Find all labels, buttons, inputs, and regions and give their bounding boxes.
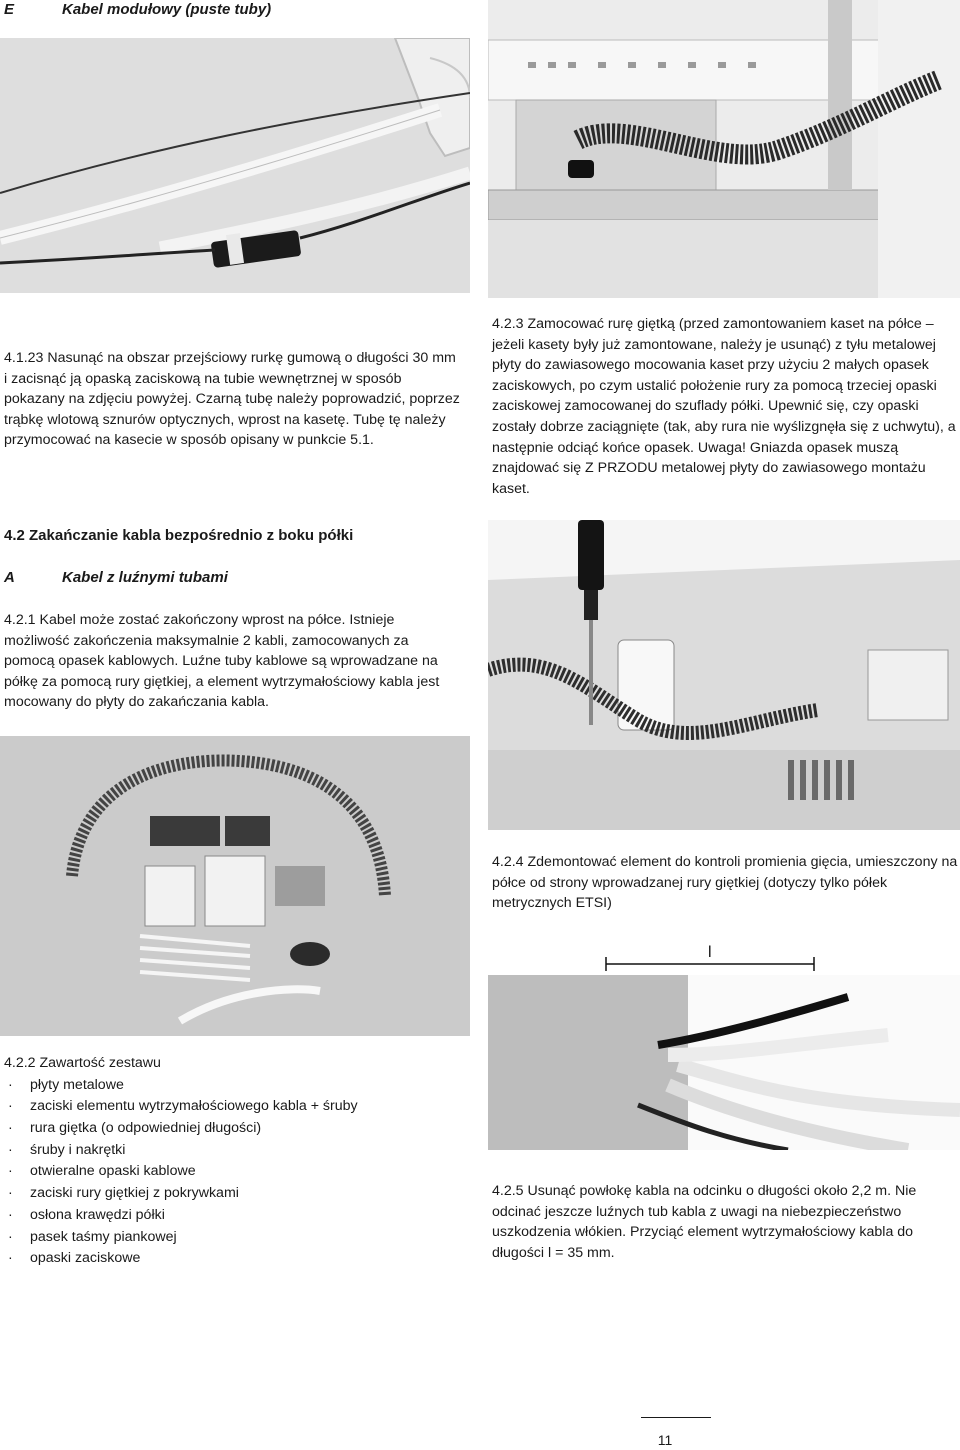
subsection-letter: A (4, 569, 15, 586)
bullet-dot: · (8, 1250, 13, 1267)
paragraph-4-2-4: 4.2.4 Zdemontować element do kontroli promienia gięcia, umieszczony na półce od strony wprowadzanej rury giętkiej (dotyczy tylko półek metrycznych ETSI) (492, 854, 958, 912)
kit-list-item-label: rura giętka (o odpowiedniej długości) (30, 1120, 262, 1136)
kit-list-item (4, 1075, 460, 1097)
photo-shelf-corrugated-hose (488, 0, 960, 298)
paragraph-4-2-1: 4.2.1 Kabel może zostać zakończony wprost na półce. Istnieje możliwość zakończenia maksymalnie 2 kabli, zamocowanych za pomocą opasek kablowych. Luźne tuby kablowe są wprowadzane na półkę za pomocą rury giętkiej, a element wytrzymałościowy kabla jest mocowany do płyty do zakańczania kabla. (4, 612, 440, 711)
bullet-dot: · (8, 1141, 13, 1158)
bullet-dot: · (8, 1185, 13, 1202)
kit-list-item-label: pasek taśmy piankowej (30, 1228, 177, 1245)
section-heading-4-2: 4.2 Zakańczanie kabla bezpośrednio z boku półki (4, 527, 354, 544)
kit-list-item-label: otwieralne opaski kablowe (30, 1163, 196, 1180)
kit-list-item (4, 1227, 460, 1249)
photo-cable-strip-length (488, 935, 960, 1150)
kit-list-item-label: zaciski elementu wytrzymałościowego kabla + śruby (30, 1098, 358, 1115)
bullet-dot: · (8, 1163, 13, 1180)
kit-list-item (4, 1183, 460, 1205)
photo-screwdriver-removal (488, 520, 960, 830)
paragraph-4-1-23: 4.1.23 Nasunąć na obszar przejściowy rurkę gumową o długości 30 mm i zacisnąć ją opaską zaciskową na tubie wewnętrznej w sposób pokazany na zdjęciu powyżej. Czarną tubę należy poprowadzić, poprzez trąbkę wlotową sznurów optycznych, wprost na kasetę. Tubę tę należy przymocować na kasecie w sposób opisany w punkcie 5.1. (4, 350, 460, 449)
bullet-dot: · (8, 1098, 13, 1115)
photo-cable-tube-sleeve (0, 38, 470, 293)
kit-list-item-label: opaski zaciskowe (30, 1250, 141, 1267)
paragraph-4-2-5: 4.2.5 Usunąć powłokę kabla na odcinku o długości około 2,2 m. Nie odcinać jeszcze luźnych tub kabla z uwagi na niebezpieczeństwo uszkodzenia włókien. Przyciąć element wytrzymałościowy kabla do długości l = 35 mm. (492, 1183, 917, 1261)
kit-list-item (4, 1096, 460, 1118)
footer-rule (641, 1417, 711, 1418)
kit-list-item (4, 1248, 460, 1270)
subsection-title: Kabel z luźnymi tubami (62, 569, 228, 586)
photo-kit-contents (0, 736, 470, 1036)
kit-list-item (4, 1205, 460, 1227)
kit-list-item (4, 1118, 460, 1140)
bullet-dot: · (8, 1228, 13, 1245)
kit-list-item-label: śruby i nakrętki (30, 1141, 126, 1158)
kit-contents-title: 4.2.2 Zawartość zestawu (4, 1055, 161, 1071)
bullet-dot: · (8, 1076, 13, 1093)
length-marker-label: l (708, 944, 712, 961)
kit-list-item-label: zaciski rury giętkiej z pokrywkami (30, 1185, 239, 1202)
bullet-dot: · (8, 1120, 13, 1136)
kit-contents-list (4, 1075, 460, 1270)
kit-list-item (4, 1140, 460, 1162)
section-title: Kabel modułowy (puste tuby) (62, 1, 272, 18)
kit-list-item-label: osłona krawędzi półki (30, 1206, 165, 1223)
kit-contents (4, 1053, 460, 1270)
page-number: 11 (657, 1432, 673, 1448)
kit-list-item (4, 1161, 460, 1183)
paragraph-4-2-3: 4.2.3 Zamocować rurę giętką (przed zamontowaniem kaset na półce – jeżeli kasety były już zamontowane, należy je usunąć) z tyłu metalowej płyty do zawiasowego mocowania kaset przy użyciu 2 małych opasek zaciskowych, po czym ustalić położenie rury za pomocą trzeciej opaski zaciskowej zamocowanej do szuflady półki. Upewnić się, czy opaski zostały dobrze zaciągnięte (tak, aby rura nie wyślizgnęła się z uchwytu), a następnie odciąć końce opasek. Uwaga! Gniazda opasek muszą znajdować się Z PRZODU metalowej płyty do zawiasowego montażu kaset. (492, 316, 956, 497)
bullet-dot: · (8, 1206, 13, 1223)
kit-list-item-label: płyty metalowe (30, 1076, 124, 1093)
section-letter: E (4, 1, 15, 18)
